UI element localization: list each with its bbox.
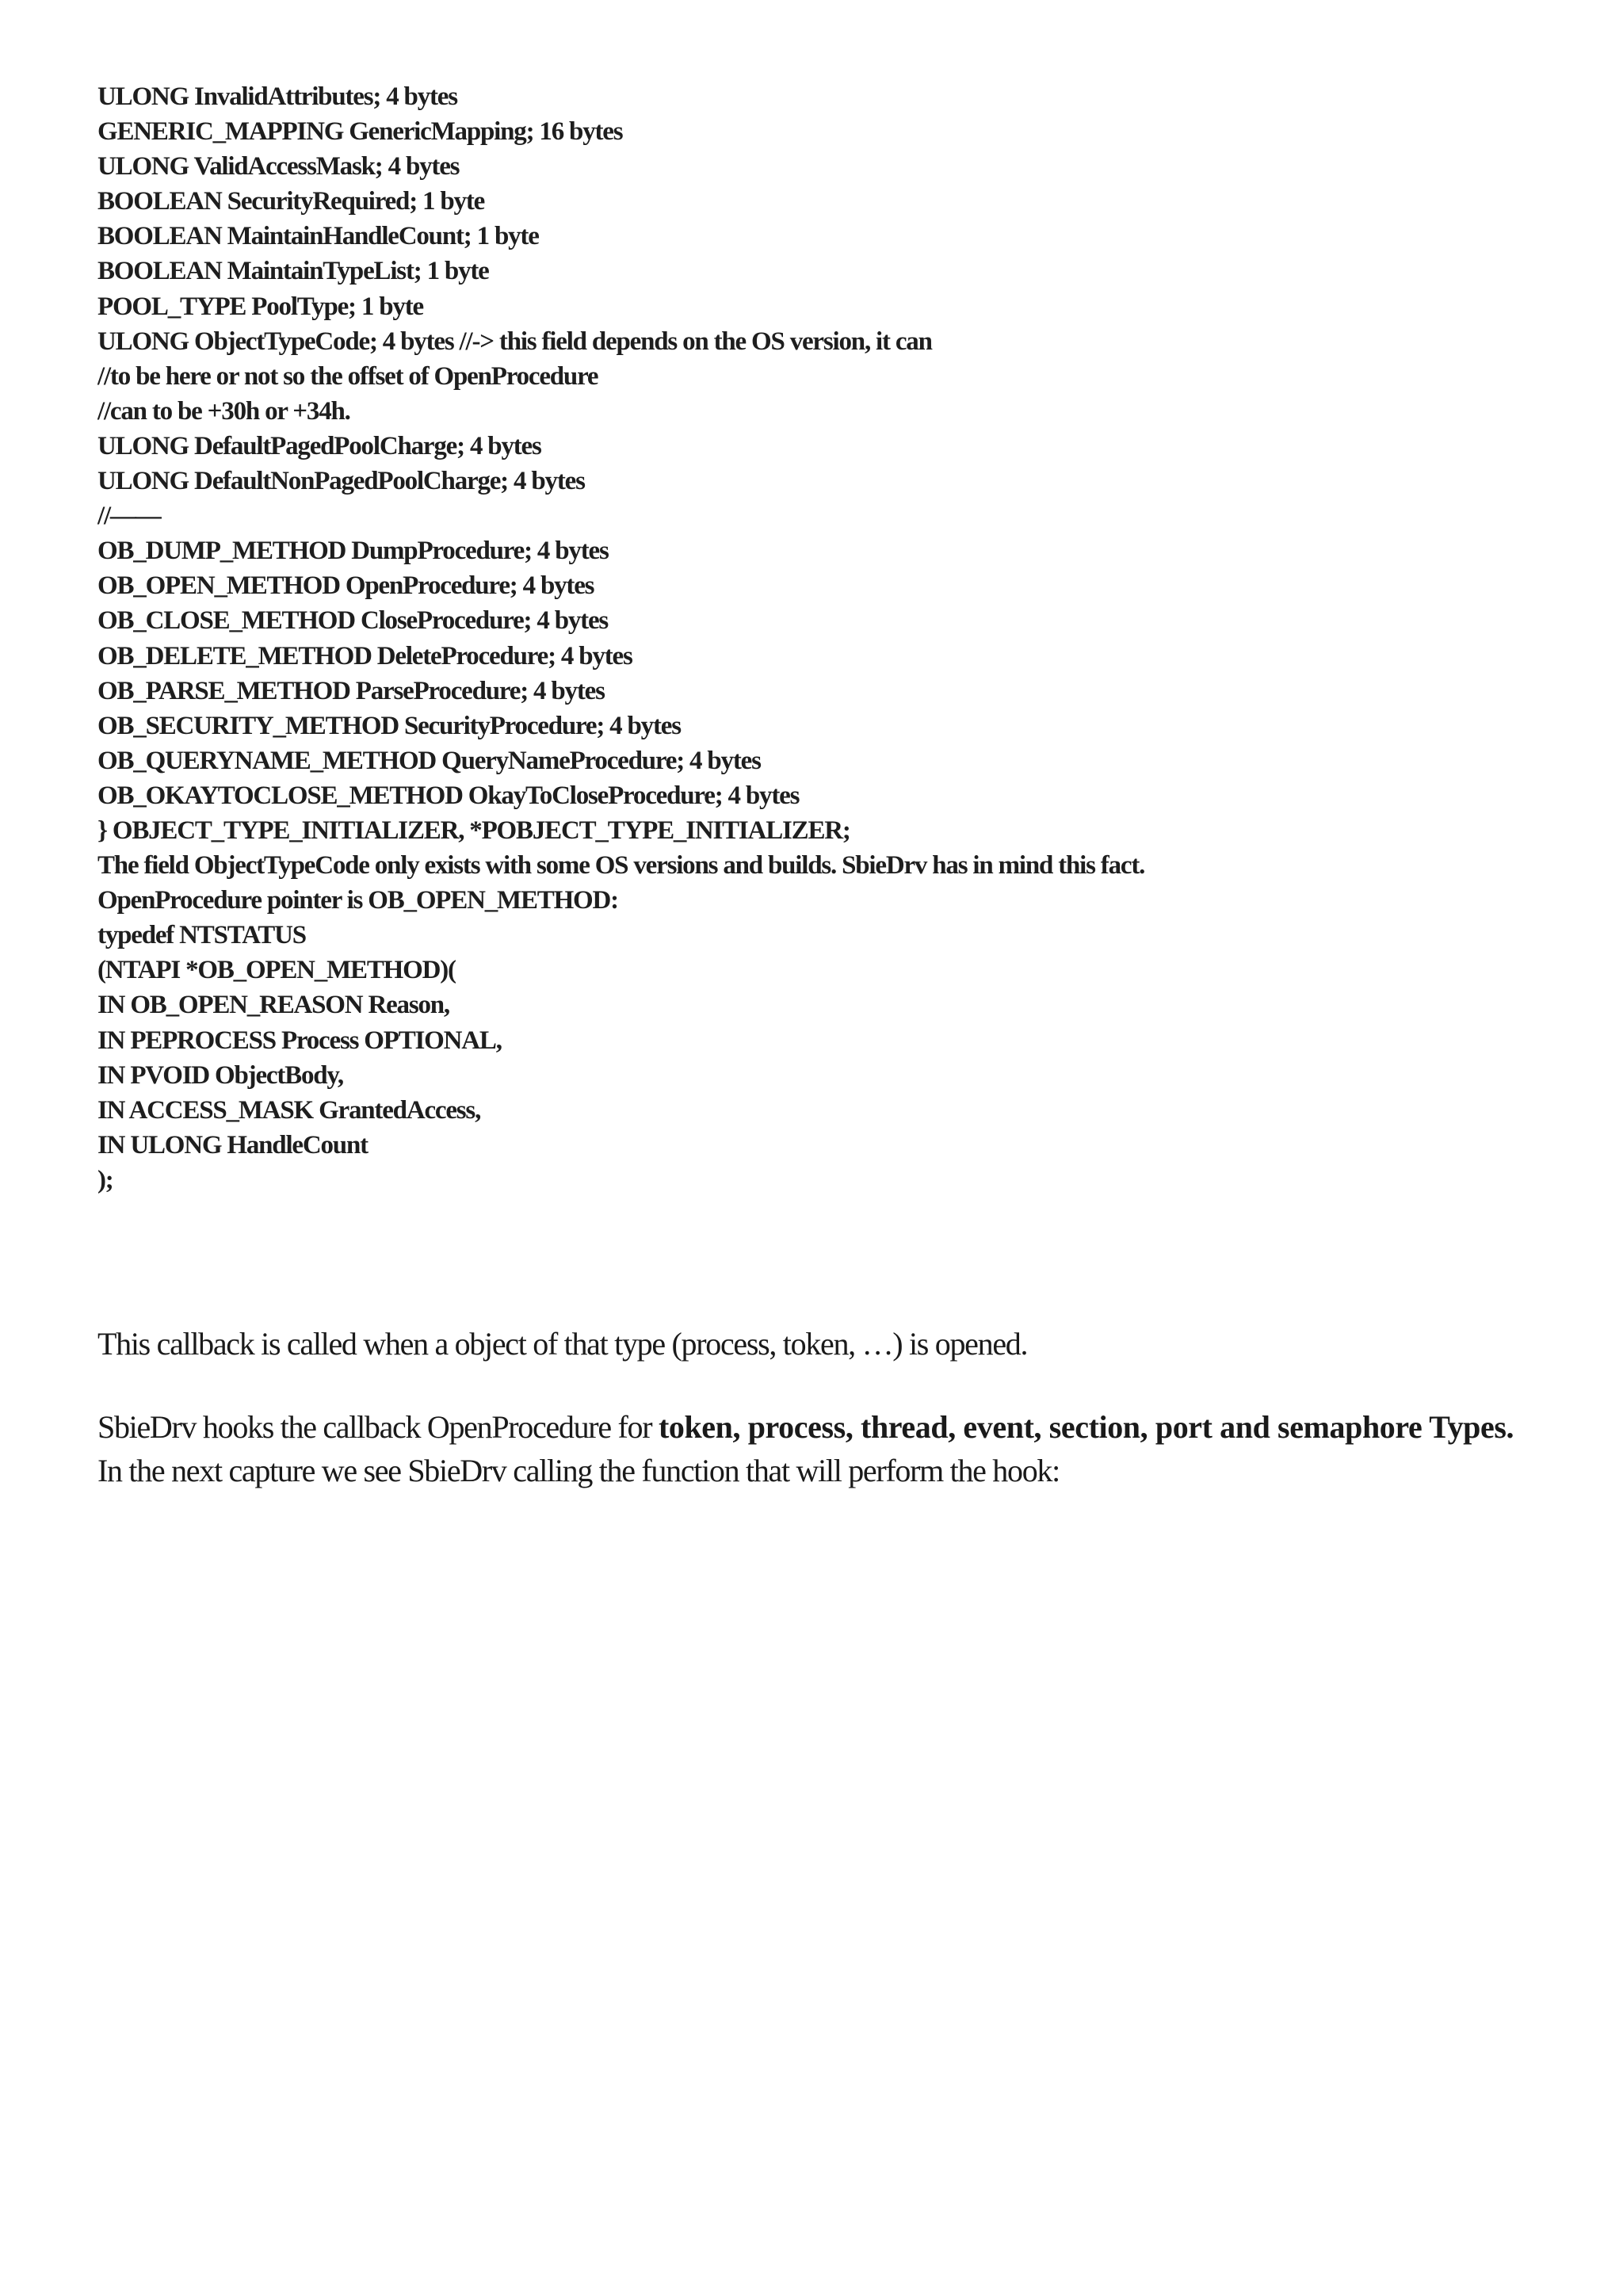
code-line: ULONG InvalidAttributes; 4 bytes [97,82,457,111]
code-line: //can to be +30h or +34h. [97,396,350,426]
code-line: ); [97,1165,113,1194]
callback-description-paragraph [97,1322,1540,1366]
code-line: IN PVOID ObjectBody, [97,1060,343,1090]
code-line: ULONG ObjectTypeCode; 4 bytes //-> this field depends on the OS version, it can [97,327,932,356]
code-listing [97,79,1540,1198]
code-line: OB_DUMP_METHOD DumpProcedure; 4 bytes [97,537,609,566]
code-line: OB_CLOSE_METHOD CloseProcedure; 4 bytes [97,606,609,636]
code-line: OB_DELETE_METHOD DeleteProcedure; 4 bytes [97,641,632,670]
code-line: IN ACCESS_MASK GrantedAccess, [97,1095,481,1125]
code-line: IN ULONG HandleCount [97,1130,368,1159]
code-line: //—— [97,502,161,531]
code-line: IN PEPROCESS Process OPTIONAL, [97,1026,502,1055]
code-line: OB_SECURITY_METHOD SecurityProcedure; 4 bytes [97,711,681,740]
code-line: OB_OPEN_METHOD OpenProcedure; 4 bytes [97,571,594,601]
code-line: OB_OKAYTOCLOSE_METHOD OkayToCloseProcedure; 4 bytes [97,781,800,810]
code-line: IN OB_OPEN_REASON Reason, [97,991,449,1020]
hooked-types-bold-text: token, process, thread, event, section, port and semaphore Types. [658,1409,1514,1445]
code-line: } OBJECT_TYPE_INITIALIZER, *POBJECT_TYPE_INITIALIZER; [97,816,850,845]
paragraph-rest-text: In the next capture we see SbieDrv calling the function that will perform the hook: [97,1453,1060,1488]
code-line: OB_PARSE_METHOD ParseProcedure; 4 bytes [97,676,605,705]
paragraph-text: This callback is called when a object of that type (process, token, …) is opened. [97,1326,1028,1362]
code-line: ULONG DefaultPagedPoolCharge; 4 bytes [97,431,541,460]
code-line: GENERIC_MAPPING GenericMapping; 16 bytes [97,117,623,147]
code-line: POOL_TYPE PoolType; 1 byte [97,292,423,321]
code-line: BOOLEAN MaintainHandleCount; 1 byte [97,222,539,251]
code-line: ULONG DefaultNonPagedPoolCharge; 4 bytes [97,467,585,496]
code-line: typedef NTSTATUS [97,921,306,950]
code-line: OpenProcedure pointer is OB_OPEN_METHOD: [97,886,618,915]
hook-types-paragraph [97,1405,1540,1492]
code-line: BOOLEAN MaintainTypeList; 1 byte [97,257,489,286]
code-line: BOOLEAN SecurityRequired; 1 byte [97,187,485,216]
code-line: OB_QUERYNAME_METHOD QueryNameProcedure; 4 bytes [97,746,761,775]
code-line: ULONG ValidAccessMask; 4 bytes [97,152,460,181]
code-line: The field ObjectTypeCode only exists with some OS versions and builds. SbieDrv has in mind this fact. [97,851,1145,881]
paragraph-intro-text: SbieDrv hooks the callback OpenProcedure for [97,1409,659,1445]
code-line: //to be here or not so the offset of OpenProcedure [97,361,598,391]
code-line: (NTAPI *OB_OPEN_METHOD)( [97,956,456,985]
